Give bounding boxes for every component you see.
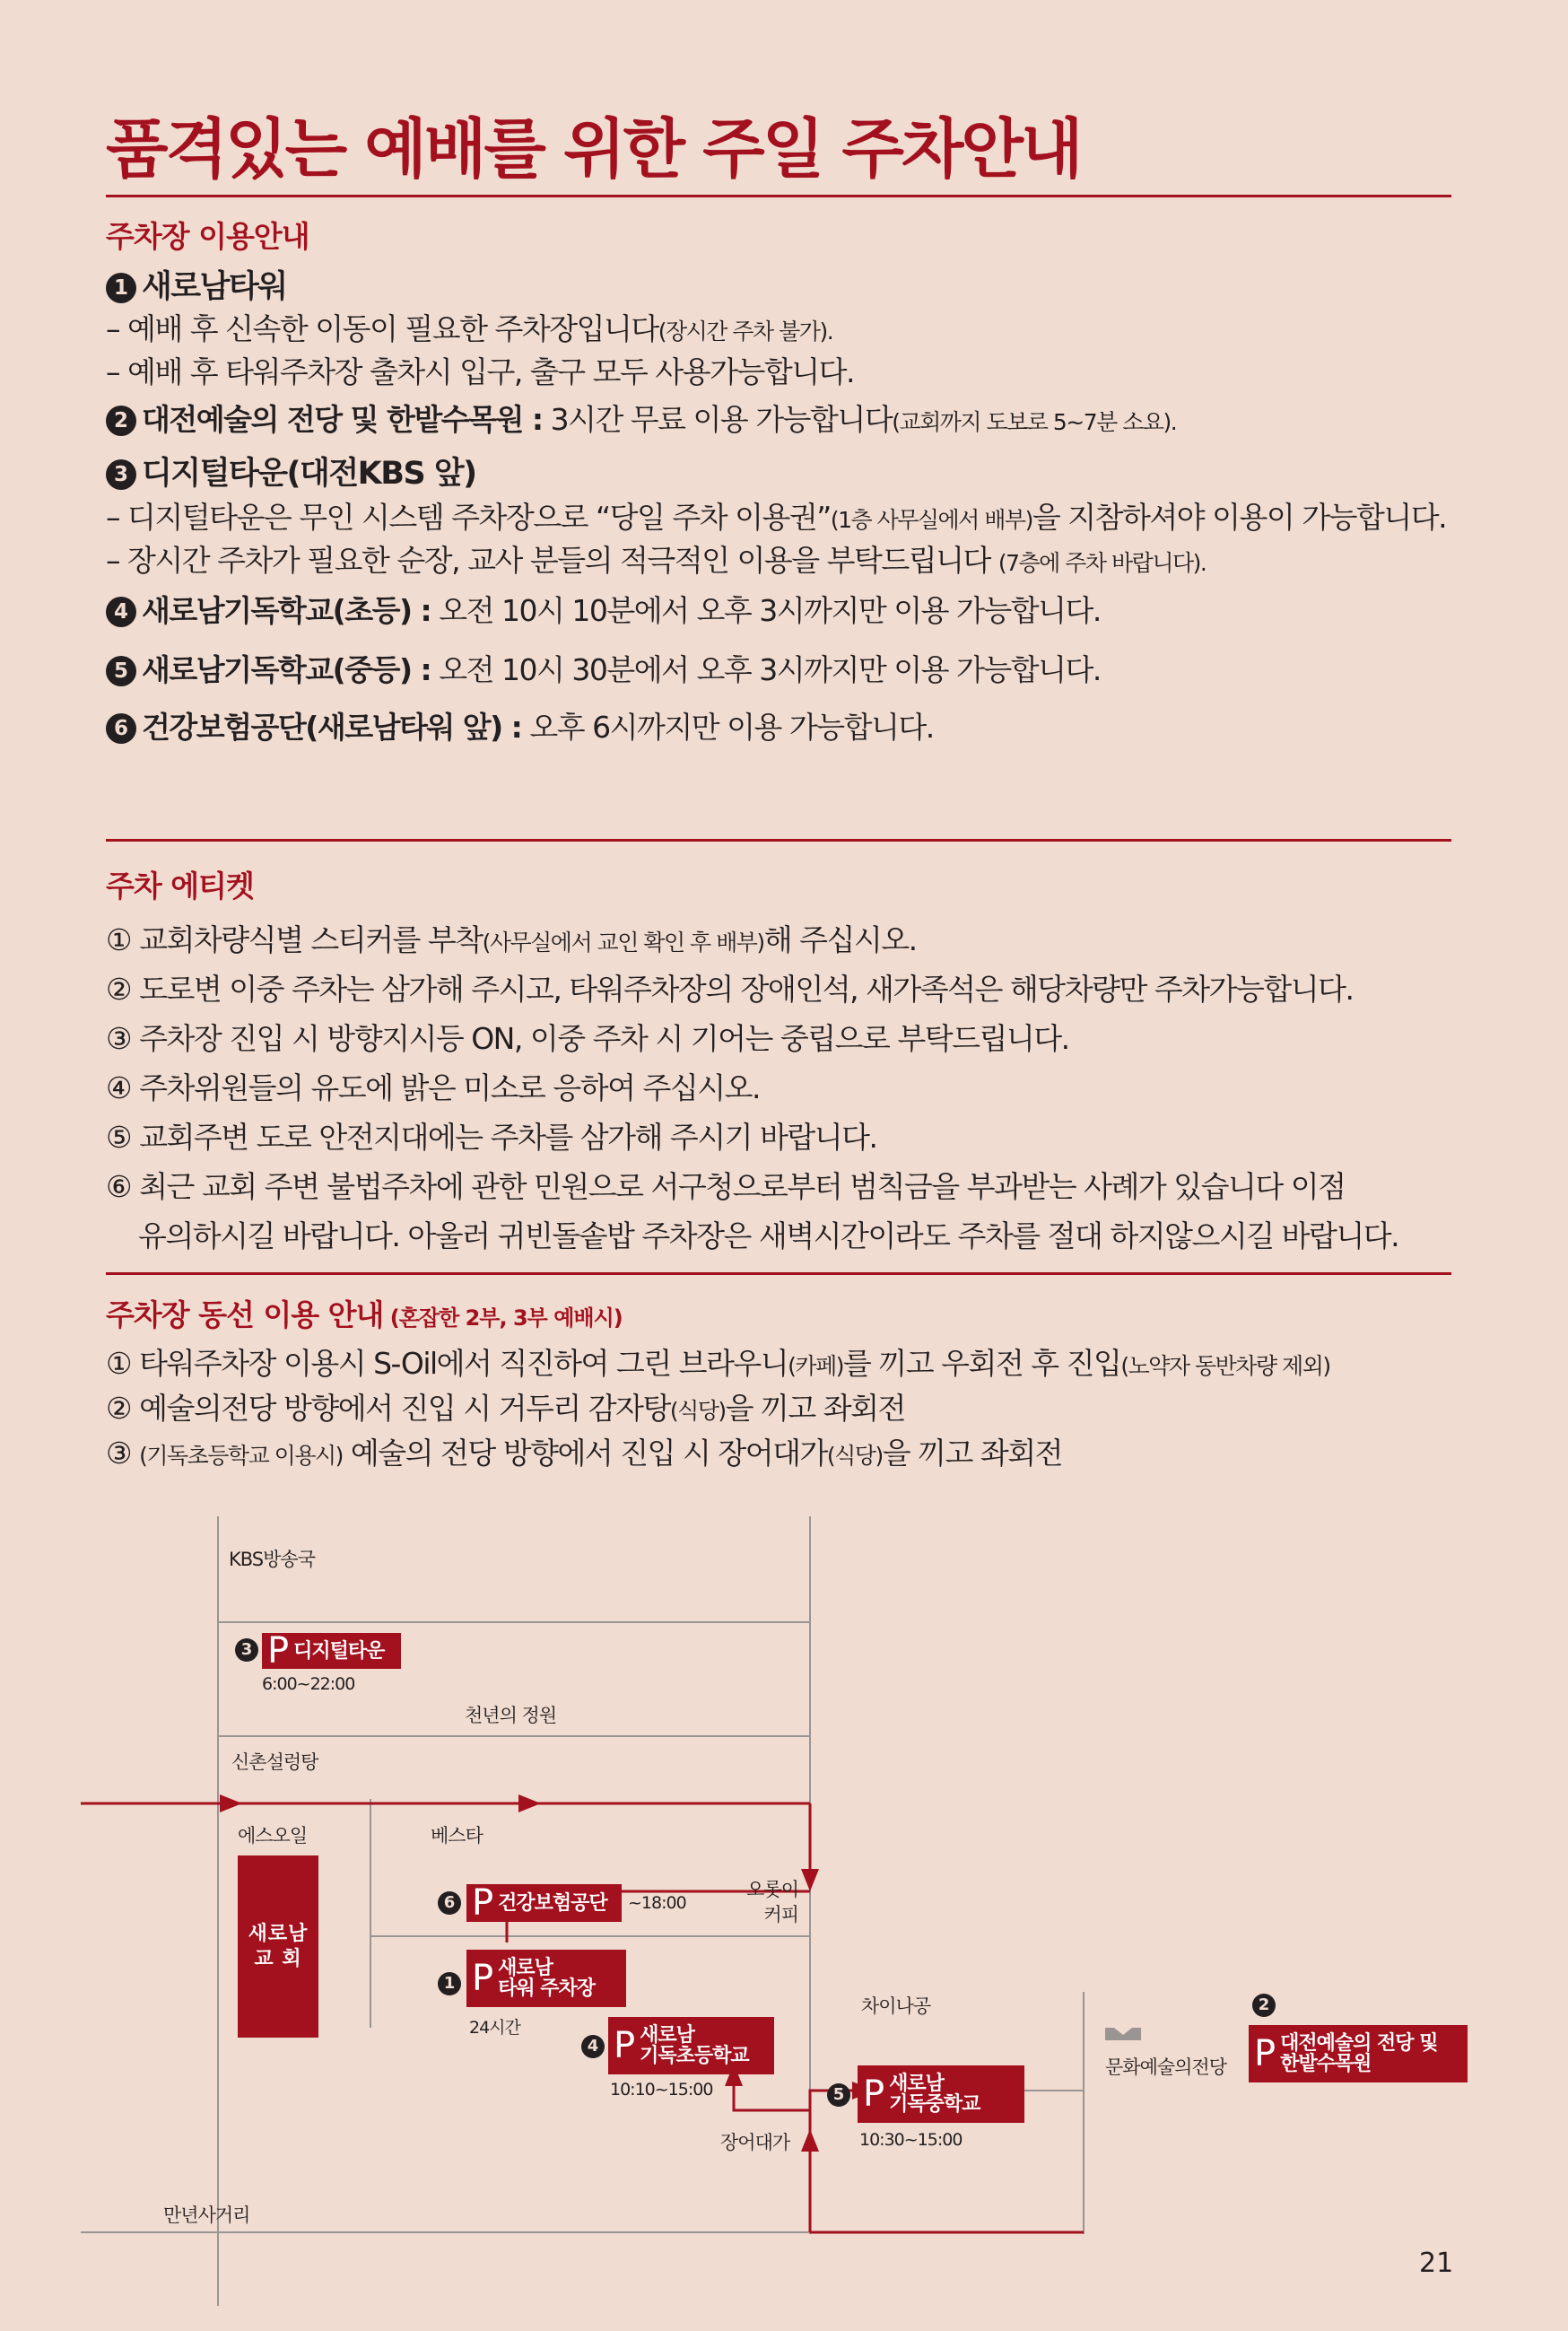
route-text: 예술의 전당 방향에서 진입 시 장어대가	[342, 1436, 827, 1471]
parking-lot-info: 오전 10시 30분에서 오후 3시까지만 이용 가능합니다.	[431, 652, 1101, 687]
route-arrow	[801, 2129, 819, 2152]
parking-guide-item	[106, 543, 1206, 581]
etiquette-item	[106, 1169, 1345, 1205]
parking-arts-center-label: 대전예술의 전당 및 한밭수목원	[1280, 2032, 1438, 2075]
route-note: (식당)	[669, 1398, 726, 1424]
parking-lot-info: 오전 10시 10분에서 오후 3시까지만 이용 가능합니다.	[431, 593, 1101, 628]
etiquette-text: ④ 주차위원들의 유도에 밝은 미소로 응하여 주십시오.	[106, 1070, 760, 1105]
route-arrow	[801, 1869, 819, 1891]
parking-lot-name: 대전예술의 전당 및 한밭수목원 :	[142, 402, 543, 437]
route-note: (기독초등학교 이용시)	[139, 1443, 343, 1469]
route-text: ③	[106, 1436, 140, 1471]
etiquette-item	[106, 922, 917, 961]
page-number: 21	[1419, 2248, 1454, 2279]
etiquette-text: ⑤ 교회주변 도로 안전지대에는 주차를 삼가해 주시기 바랍니다.	[106, 1120, 877, 1155]
route-text: 를 끼고 우회전 후 진입	[842, 1346, 1121, 1381]
parking-lot-info: 3시간 무료 이용 가능합니다	[542, 402, 893, 437]
label-china: 차이나공	[861, 1995, 931, 2017]
parking-guide-heading: 주차장 이용안내	[106, 219, 309, 254]
label-culture-center: 문화예술의전당	[1105, 2056, 1227, 2078]
etiquette-text-rest: 해 주십시오.	[763, 922, 917, 957]
label-vesta: 베스타	[431, 1825, 483, 1846]
parking-lot-detail: – 장시간 주차가 필요한 순장, 교사 분들의 적극적인 이용을 부탁드립니다	[106, 543, 998, 578]
health-insurance-hours: ~18:00	[628, 1893, 686, 1913]
parking-lot-info: 오후 6시까지만 이용 가능합니다.	[521, 710, 934, 745]
middle-hours: 10:30~15:00	[859, 2130, 963, 2150]
section-rule	[106, 839, 1451, 842]
parking-guide-item	[106, 354, 854, 390]
parking-lot-name: 새로남기독학교(중등) :	[142, 652, 431, 687]
route-note: (카페)	[788, 1353, 843, 1379]
title-rule	[106, 195, 1451, 197]
badge-5: 5	[827, 2083, 850, 2107]
parking-lot-name: 새로남기독학교(초등) :	[142, 593, 431, 628]
parking-icon: P	[472, 1958, 493, 1999]
etiquette-text: ② 도로변 이중 주차는 삼가해 주시고, 타워주차장의 장애인석, 새가족석은 해당차량만 주차가능합니다.	[106, 972, 1354, 1007]
etiquette-item	[106, 1218, 1398, 1254]
etiquette-note: (사무실에서 교인 확인 후 배부)	[482, 930, 764, 956]
parking-middle-label: 새로남 기독중학교	[889, 2073, 980, 2116]
route-item	[106, 1391, 905, 1429]
parking-lot-note: (1층 사무실에서 배부)	[830, 507, 1032, 533]
parking-guide-item	[106, 652, 1101, 688]
parking-tower-label: 새로남 타워 주차장	[498, 1957, 596, 2000]
label-garden: 천년의 정원	[465, 1705, 557, 1726]
parking-lot-note: (교회까지 도보로 5~7분 소요).	[892, 409, 1177, 435]
traffic-route-heading-note: (혼잡한 2부, 3부 예배시)	[383, 1305, 623, 1331]
page-title: 품격있는 예배를 위한 주일 주차안내	[106, 111, 1081, 187]
parking-lot-detail-rest: 을 지참하셔야 이용이 가능합니다.	[1032, 500, 1447, 535]
parking-lot-name: 새로남타워	[142, 269, 287, 305]
etiquette-item	[106, 972, 1353, 1008]
number-badge: 2	[106, 406, 136, 436]
tower-hours: 24시간	[469, 2018, 520, 2038]
number-badge: 4	[106, 597, 136, 627]
arts-center-icon	[1105, 2028, 1141, 2040]
parking-digital-town-label: 디지털타운	[293, 1639, 385, 1663]
parking-elementary-school	[608, 2017, 774, 2074]
label-eel: 장어대가	[720, 2132, 790, 2153]
church-building: 새로남 교 회	[238, 1855, 318, 2038]
parking-middle-school	[858, 2065, 1024, 2123]
parking-lot-detail: – 예배 후 타워주차장 출차시 입구, 출구 모두 사용가능합니다.	[106, 354, 854, 389]
number-badge: 6	[106, 713, 136, 744]
label-kbs: KBS방송국	[229, 1549, 315, 1570]
parking-lot-note: (장시간 주차 불가).	[658, 319, 833, 345]
parking-health-insurance-label: 건강보험공단	[498, 1891, 607, 1915]
route-note: (노약자 동반차량 제외)	[1120, 1353, 1330, 1379]
parking-elementary-label: 새로남 기독초등학교	[640, 2024, 749, 2067]
parking-health-insurance	[466, 1884, 622, 1922]
elementary-hours: 10:10~15:00	[610, 2080, 713, 2100]
route-item	[106, 1436, 1062, 1474]
etiquette-text: ⑥ 최근 교회 주변 불법주차에 관한 민원으로 서구청으로부터 범칙금을 부과받는 사례가 있습니다 이점	[106, 1169, 1346, 1204]
traffic-route-heading-main: 주차장 동선 이용 안내	[106, 1297, 384, 1332]
etiquette-text: ① 교회차량식별 스티커를 부착	[106, 922, 483, 957]
route-arrow	[220, 1794, 242, 1812]
route-text: 을 끼고 좌회전	[882, 1436, 1062, 1471]
route-note: (식당)	[826, 1443, 883, 1469]
label-lotte-coffee: 오롯이 커피	[746, 1879, 798, 1925]
etiquette-item	[106, 1021, 1069, 1057]
parking-icon: P	[863, 2073, 884, 2115]
parking-guide-item	[106, 402, 1176, 441]
badge-6: 6	[438, 1891, 461, 1915]
parking-lot-name: 건강보험공단(새로남타워 앞) :	[142, 710, 522, 745]
parking-icon: P	[614, 2025, 635, 2066]
parking-digital-town	[262, 1630, 401, 1672]
etiquette-text: ③ 주차장 진입 시 방향지시등 ON, 이중 주차 시 기어는 중립으로 부탁드립니다.	[106, 1021, 1069, 1056]
label-sinchon: 신촌설렁탕	[231, 1751, 318, 1773]
label-esoil: 에스오일	[238, 1825, 308, 1846]
number-badge: 5	[106, 656, 136, 686]
parking-etiquette-heading: 주차 에티켓	[106, 869, 254, 904]
parking-tower	[466, 1950, 626, 2007]
number-badge: 1	[106, 273, 136, 303]
parking-icon: P	[472, 1882, 493, 1924]
parking-lot-name: 디지털타운(대전KBS 앞)	[142, 456, 476, 492]
parking-guide-item	[106, 269, 287, 305]
route-text: 을 끼고 좌회전	[725, 1391, 905, 1426]
route-item	[106, 1346, 1330, 1384]
parking-guide-item	[106, 593, 1101, 629]
parking-guide-item	[106, 456, 476, 492]
parking-icon: P	[267, 1630, 289, 1672]
badge-4: 4	[581, 2035, 605, 2058]
label-crossroad: 만년사거리	[163, 2204, 250, 2226]
parking-guide-item	[106, 311, 832, 350]
section-rule	[106, 1272, 1451, 1275]
parking-map	[0, 1516, 1568, 2331]
parking-guide-item	[106, 500, 1446, 538]
digital-town-hours: 6:00~22:00	[262, 1674, 355, 1694]
etiquette-item	[106, 1070, 760, 1106]
route-text: ② 예술의전당 방향에서 진입 시 거두리 감자탕	[106, 1391, 670, 1426]
etiquette-item	[106, 1120, 876, 1156]
route-text: ① 타워주차장 이용시 S-Oil에서 직진하여 그린 브라우니	[106, 1346, 788, 1381]
badge-1: 1	[438, 1972, 461, 1995]
number-badge: 3	[106, 459, 136, 490]
etiquette-text: 유의하시길 바랍니다. 아울러 귀빈돌솥밥 주차장은 새벽시간이라도 주차를 절대 하지않으시길 바랍니다.	[106, 1218, 1399, 1253]
parking-icon: P	[1254, 2033, 1276, 2074]
parking-lot-note: (7층에 주차 바랍니다).	[997, 550, 1206, 576]
parking-arts-center	[1249, 2025, 1468, 2082]
parking-lot-detail: – 디지털타운은 무인 시스템 주차장으로 “당일 주차 이용권”	[106, 500, 831, 535]
traffic-route-heading	[106, 1292, 623, 1334]
parking-guide-item	[106, 710, 934, 746]
badge-2: 2	[1252, 1994, 1276, 2017]
parking-lot-detail: – 예배 후 신속한 이동이 필요한 주차장입니다	[106, 311, 658, 346]
badge-3: 3	[235, 1638, 258, 1662]
route-arrow	[518, 1794, 541, 1812]
